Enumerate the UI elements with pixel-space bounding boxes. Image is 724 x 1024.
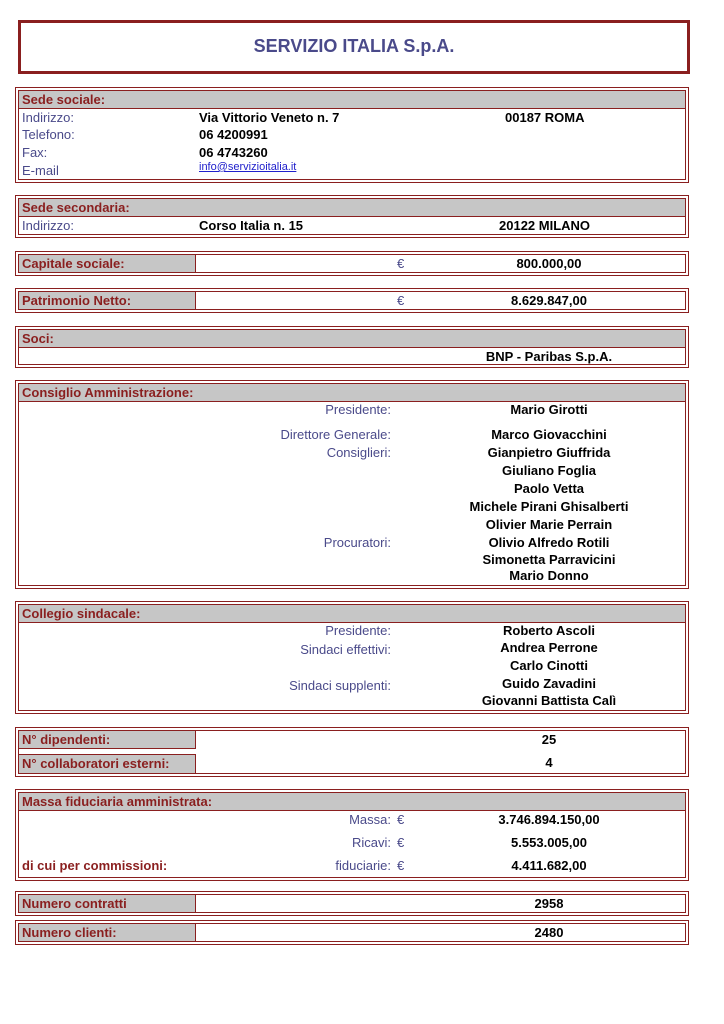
capitale-value: 800.000,00 — [516, 256, 582, 271]
patrimonio-section — [18, 291, 686, 310]
patrimonio-label: Patrimonio Netto: — [19, 292, 196, 309]
effettivo-2: Carlo Cinotti — [510, 658, 588, 673]
contratti-label: Numero contratti — [19, 895, 196, 912]
consiglieri-label: Consiglieri: — [326, 445, 391, 460]
fiduciarie-currency: € — [397, 858, 405, 873]
indirizzo-label: Indirizzo: — [22, 110, 75, 125]
sede-sociale-section — [18, 90, 686, 180]
title-box — [18, 20, 690, 74]
patrimonio-value: 8.629.847,00 — [511, 293, 587, 308]
sede-sociale-header: Sede sociale: — [19, 91, 685, 109]
clienti-section — [18, 923, 686, 942]
indirizzo2-label: Indirizzo: — [22, 218, 75, 233]
procuratori-label: Procuratori: — [323, 535, 391, 550]
supplenti-label: Sindaci supplenti: — [289, 678, 391, 693]
contratti-value: 2958 — [534, 896, 564, 911]
consiglio-header: Consiglio Amministrazione: — [19, 384, 685, 402]
sede-secondaria-section — [18, 198, 686, 235]
procuratore-3: Mario Donno — [509, 568, 589, 583]
effettivi-label: Sindaci effettivi: — [300, 642, 391, 657]
direttore-label: Direttore Generale: — [280, 427, 391, 442]
consiglio-section — [18, 383, 686, 586]
collegio-presidente-label: Presidente: — [325, 623, 391, 638]
telefono-value: 06 4200991 — [199, 127, 268, 142]
massa-label: Massa: — [349, 812, 391, 827]
email-label: E-mail — [22, 163, 59, 178]
clienti-value: 2480 — [534, 925, 564, 940]
direttore-value: Marco Giovacchini — [491, 427, 607, 442]
consiglio-presidente-value: Mario Girotti — [510, 402, 588, 417]
contratti-section — [18, 894, 686, 913]
sede-secondaria-header: Sede secondaria: — [19, 199, 685, 217]
ricavi-currency: € — [397, 835, 405, 850]
telefono-label: Telefono: — [22, 127, 75, 142]
consigliere-4: Michele Pirani Ghisalberti — [469, 499, 629, 514]
effettivo-1: Andrea Perrone — [500, 640, 598, 655]
capitale-section — [18, 254, 686, 273]
clienti-label: Numero clienti: — [19, 924, 196, 941]
indirizzo-value: Via Vittorio Veneto n. 7 — [199, 110, 340, 125]
ricavi-value: 5.553.005,00 — [511, 835, 587, 850]
collegio-section — [18, 604, 686, 711]
massa-value: 3.746.894.150,00 — [498, 812, 600, 827]
dipendenti-value: 25 — [541, 732, 557, 747]
massa-currency: € — [397, 812, 405, 827]
soci-header: Soci: — [19, 330, 685, 348]
collegio-presidente-value: Roberto Ascoli — [503, 623, 595, 638]
consigliere-2: Giuliano Foglia — [502, 463, 596, 478]
company-title: SERVIZIO ITALIA S.p.A. — [253, 36, 455, 56]
capitale-currency: € — [397, 256, 405, 271]
supplente-1: Guido Zavadini — [502, 676, 596, 691]
soci-value: BNP - Paribas S.p.A. — [485, 349, 613, 364]
procuratore-2: Simonetta Parravicini — [482, 552, 616, 567]
patrimonio-currency: € — [397, 293, 405, 308]
citta2-value: 20122 MILANO — [499, 218, 591, 233]
consigliere-1: Gianpietro Giuffrida — [487, 445, 611, 460]
massa-header: Massa fiduciaria amministrata: — [19, 793, 685, 811]
fax-label: Fax: — [22, 145, 48, 160]
dipendenti-label: N° dipendenti: — [19, 731, 196, 749]
collaboratori-value: 4 — [545, 755, 553, 770]
soci-section — [18, 329, 686, 365]
personale-section — [18, 730, 686, 774]
collegio-header: Collegio sindacale: — [19, 605, 685, 623]
indirizzo2-value: Corso Italia n. 15 — [199, 218, 304, 233]
massa-section — [18, 792, 686, 878]
ricavi-label: Ricavi: — [351, 835, 391, 850]
supplente-2: Giovanni Battista Calì — [481, 693, 617, 708]
consigliere-5: Olivier Marie Perrain — [485, 517, 613, 532]
capitale-label: Capitale sociale: — [19, 255, 196, 272]
collaboratori-label: N° collaboratori esterni: — [19, 754, 196, 773]
consiglio-presidente-label: Presidente: — [325, 402, 391, 417]
email-link[interactable]: info@servizioitalia.it — [199, 161, 297, 173]
fiduciarie-value: 4.411.682,00 — [511, 858, 587, 873]
citta-value: 00187 ROMA — [505, 110, 585, 125]
fax-value: 06 4743260 — [199, 145, 268, 160]
procuratore-1: Olivio Alfredo Rotili — [488, 535, 610, 550]
consigliere-3: Paolo Vetta — [513, 481, 585, 496]
commissioni-label: di cui per commissioni: — [22, 858, 168, 873]
fiduciarie-label: fiduciarie: — [335, 858, 391, 873]
